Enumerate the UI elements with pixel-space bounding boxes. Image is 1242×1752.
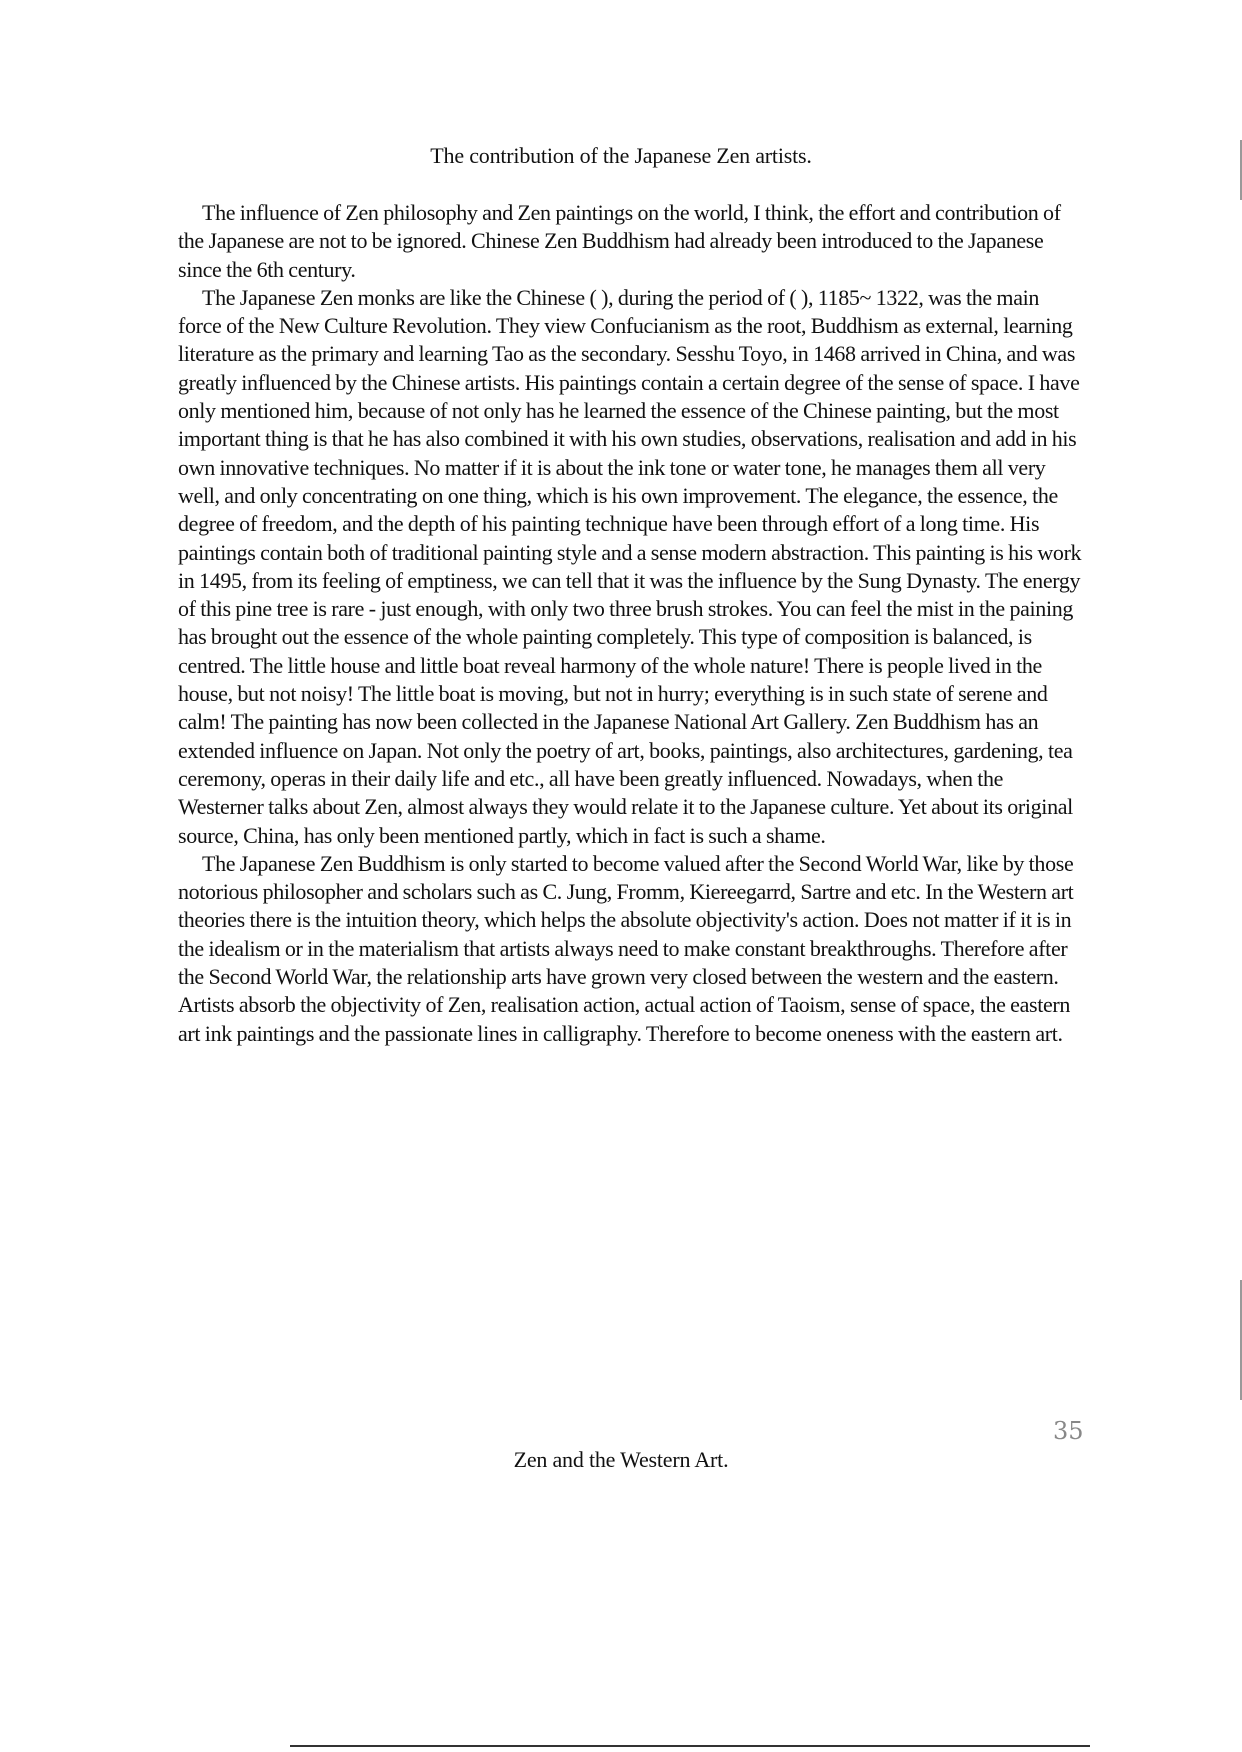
paragraph-1: The influence of Zen philosophy and Zen paintings on the world, I think, the effort and contribution of the Japanese are not to be ignored. Chinese Zen Buddhism had already been introduced to the Japanese since the 6th century. (178, 200, 1061, 282)
next-section-title: Zen and the Western Art. (513, 1447, 729, 1472)
paragraph-2: The Japanese Zen monks are like the Chinese ( ), during the period of ( ), 1185~ 1322, was the main force of the New Culture Revolution. They view Confucianism as the root, Buddhism as external, learning literature as the primary and learning Tao as the secondary. Sesshu Toyo, in 1468 arrived in China, and was greatly influenced by the Chinese artists. His paintings contain a certain degree of the sense of space. I have only mentioned him, because of not only has he learned the essence of the Chinese painting, but the most important thing is that he has also combined it with his own studies, observations, realisation and add in his own innovative techniques. No matter if it is about the ink tone or water tone, he manages them all very well, and only concentrating on one thing, which is his own improvement. The elegance, the essence, the degree of freedom, and the depth of his painting technique have been through effort of a long time. His paintings contain both of traditional painting style and a sense modern abstraction. This painting is his work in 1495, from its feeling of emptiness, we can tell that it was the influence by the Sung Dynasty. The energy of this pine tree is rare - just enough, with only two three brush strokes. You can feel the mist in the paining has brought out the essence of the whole painting completely. This type of composition is balanced, is centred. The little house and little boat reveal harmony of the whole nature! There is people lived in the house, but not noisy! The little boat is moving, but not in hurry; everything is in such state of serene and calm! The painting has now been collected in the Japanese National Art Gallery. Zen Buddhism has an extended influence on Japan. Not only the poetry of art, books, paintings, also architectures, gardening, tea ceremony, operas in their daily life and etc., all have been greatly influenced. Nowadays, when the Westerner talks about Zen, almost always they would relate it to the Japanese culture. Yet about its original source, China, has only been mentioned partly, which in fact is such a shame. (178, 284, 1082, 848)
paragraph-3: The Japanese Zen Buddhism is only started to become valued after the Second World War, like by those notorious philosopher and scholars such as C. Jung, Fromm, Kiereegarrd, Sartre and etc. In the Western art theories there is the intuition theory, which helps the absolute objectivity's action. Does not matter if it is in the idealism or in the materialism that artists always need to make constant breakthroughs. Therefore after the Second World War, the relationship arts have grown very closed between the western and the eastern. Artists absorb the objectivity of Zen, realisation action, actual action of Taoism, sense of space, the eastern art ink paintings and the passionate lines in calligraphy. Therefore to become oneness with the eastern art. (178, 850, 1074, 1046)
page-number: 35 (1053, 1417, 1084, 1445)
body-text (178, 199, 1083, 1048)
bottom-divider (290, 1745, 1090, 1747)
page-title: The contribution of the Japanese Zen artists. (430, 143, 812, 168)
